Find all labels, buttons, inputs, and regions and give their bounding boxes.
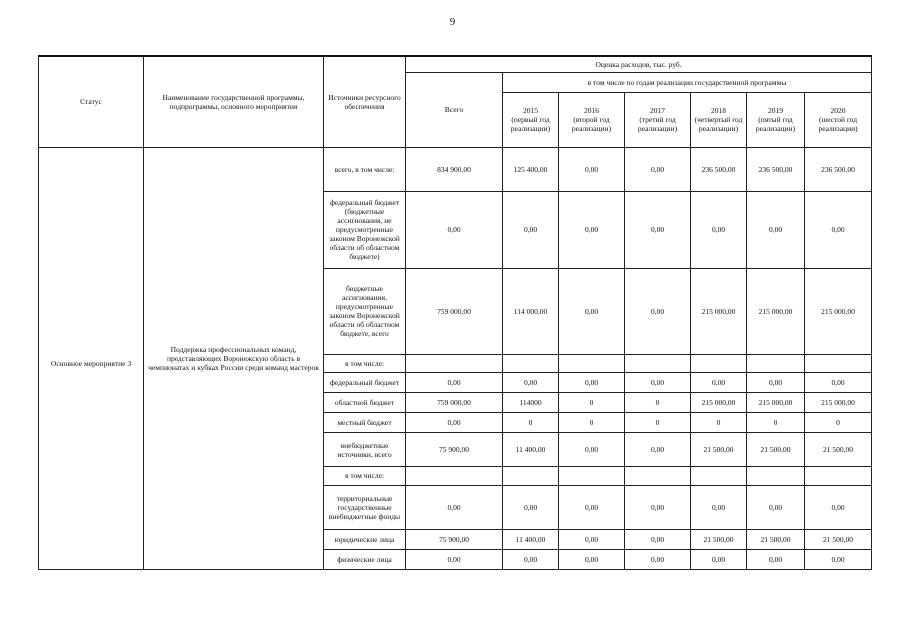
header-year-label: 2020 — [830, 106, 846, 116]
value-cell: 0,00 — [691, 372, 747, 392]
value-cell: 11 400,00 — [503, 433, 559, 467]
header-year-note: (третий год реализации) — [637, 115, 678, 134]
value-cell: 75 900,00 — [406, 529, 503, 549]
value-cell: 0,00 — [691, 549, 747, 569]
status-cell: Основное мероприятие 3 — [39, 147, 144, 569]
value-cell: 0,00 — [691, 485, 747, 529]
value-cell: 0 — [503, 413, 559, 433]
value-cell: 0,00 — [625, 529, 691, 549]
value-cell: 0,00 — [747, 549, 805, 569]
header-year-5 — [805, 92, 872, 147]
program-name-cell: Поддержка профессиональных команд, представляющих Воронежскую область в чемпионатах и кубках России среди команд мастеров — [144, 147, 324, 569]
header-status: Статус — [39, 56, 144, 147]
value-cell: 0,00 — [747, 485, 805, 529]
value-cell: 215 000,00 — [747, 393, 805, 413]
value-cell: 0,00 — [503, 549, 559, 569]
value-cell — [406, 354, 503, 372]
value-cell — [747, 354, 805, 372]
value-cell — [559, 467, 625, 485]
value-cell: 21 500,00 — [691, 433, 747, 467]
value-cell: 834 900,00 — [406, 147, 503, 191]
header-year-note: (шестой год реализации) — [818, 115, 858, 134]
value-cell: 0 — [559, 393, 625, 413]
value-cell: 0,00 — [503, 372, 559, 392]
value-cell: 0,00 — [625, 147, 691, 191]
header-year-label: 2016 — [584, 106, 599, 116]
value-cell: 0,00 — [406, 192, 503, 268]
header-total: Всего — [406, 72, 503, 147]
value-cell: 0,00 — [805, 485, 872, 529]
value-cell: 215 000,00 — [747, 268, 805, 354]
value-cell: 11 400,00 — [503, 529, 559, 549]
value-cell — [406, 467, 503, 485]
value-cell: 125 400,00 — [503, 147, 559, 191]
header-year-0 — [503, 92, 559, 147]
value-cell — [691, 467, 747, 485]
value-cell: 0,00 — [406, 372, 503, 392]
source-cell: в том числе: — [324, 354, 406, 372]
value-cell: 0,00 — [406, 485, 503, 529]
value-cell: 0,00 — [559, 268, 625, 354]
value-cell: 236 500,00 — [747, 147, 805, 191]
source-cell: территориальные государственные внебюджетные фонды — [324, 485, 406, 529]
value-cell: 215 000,00 — [691, 393, 747, 413]
value-cell: 0,00 — [559, 192, 625, 268]
table-row — [39, 147, 872, 191]
header-year-2 — [625, 92, 691, 147]
source-cell: бюджетные ассигнования, предусмотренные законом Воронежской области об областном бюджете, всего — [324, 268, 406, 354]
value-cell: 215 000,00 — [805, 393, 872, 413]
header-year-note: (четвертый год реализации) — [694, 115, 743, 134]
value-cell: 114 000,00 — [503, 268, 559, 354]
value-cell: 0,00 — [805, 549, 872, 569]
value-cell: 0,00 — [625, 433, 691, 467]
value-cell: 0,00 — [625, 372, 691, 392]
value-cell — [805, 467, 872, 485]
value-cell — [625, 467, 691, 485]
value-cell: 0,00 — [625, 268, 691, 354]
value-cell: 0,00 — [691, 192, 747, 268]
source-cell: всего, в том числе: — [324, 147, 406, 191]
header-year-3 — [691, 92, 747, 147]
value-cell — [747, 467, 805, 485]
value-cell: 0,00 — [747, 192, 805, 268]
header-year-note: (первый год реализации) — [510, 115, 551, 134]
source-cell: федеральный бюджет (бюджетные ассигнования, не предусмотренные законом Воронежской области об областном бюджете) — [324, 192, 406, 268]
value-cell: 0 — [691, 413, 747, 433]
value-cell: 236 500,00 — [805, 147, 872, 191]
value-cell: 0 — [805, 413, 872, 433]
value-cell: 0,00 — [747, 372, 805, 392]
value-cell: 21 500,00 — [691, 529, 747, 549]
value-cell — [503, 354, 559, 372]
value-cell — [559, 354, 625, 372]
budget-table — [38, 55, 872, 570]
value-cell: 0 — [559, 413, 625, 433]
value-cell: 0 — [747, 413, 805, 433]
header-year-label: 2019 — [768, 106, 783, 116]
source-cell: юридические лица — [324, 529, 406, 549]
source-cell: местный бюджет — [324, 413, 406, 433]
value-cell: 0,00 — [559, 372, 625, 392]
header-year-label: 2017 — [650, 106, 665, 116]
value-cell: 75 900,00 — [406, 433, 503, 467]
value-cell: 21 500,00 — [747, 433, 805, 467]
value-cell: 0 — [625, 393, 691, 413]
value-cell: 0,00 — [559, 485, 625, 529]
value-cell: 21 500,00 — [747, 529, 805, 549]
header-year-note: (пятый год реализации) — [755, 115, 796, 134]
value-cell — [691, 354, 747, 372]
value-cell: 0,00 — [406, 549, 503, 569]
value-cell — [625, 354, 691, 372]
header-by-years: в том числе по годам реализации государственной программы — [503, 72, 872, 92]
value-cell: 0,00 — [625, 485, 691, 529]
value-cell — [503, 467, 559, 485]
header-program-name: Наименование государственной программы, подпрограммы, основного мероприятия — [144, 56, 324, 147]
header-sources: Источники ресурсного обеспечения — [324, 56, 406, 147]
header-year-label: 2018 — [711, 106, 726, 116]
value-cell — [805, 354, 872, 372]
page-number: 9 — [449, 16, 456, 28]
source-cell: в том числе: — [324, 467, 406, 485]
value-cell: 114000 — [503, 393, 559, 413]
value-cell: 0,00 — [559, 433, 625, 467]
header-year-4 — [747, 92, 805, 147]
source-cell: внебюджетные источники, всего — [324, 433, 406, 467]
header-year-note: (второй год реализации) — [571, 115, 612, 134]
value-cell: 215 000,00 — [691, 268, 747, 354]
source-cell: федеральный бюджет — [324, 372, 406, 392]
header-row-1 — [39, 56, 872, 72]
value-cell: 0,00 — [805, 192, 872, 268]
source-cell: областной бюджет — [324, 393, 406, 413]
value-cell: 0,00 — [559, 549, 625, 569]
header-year-label: 2015 — [523, 106, 538, 116]
value-cell: 215 000,00 — [805, 268, 872, 354]
value-cell: 0,00 — [503, 485, 559, 529]
header-year-1 — [559, 92, 625, 147]
value-cell: 0,00 — [503, 192, 559, 268]
value-cell: 21 500,00 — [805, 433, 872, 467]
value-cell: 0,00 — [805, 372, 872, 392]
value-cell: 0,00 — [559, 529, 625, 549]
value-cell: 0,00 — [625, 192, 691, 268]
value-cell: 759 000,00 — [406, 268, 503, 354]
source-cell: физические лица — [324, 549, 406, 569]
header-estimate: Оценка расходов, тыс. руб. — [406, 56, 872, 72]
value-cell: 236 500,00 — [691, 147, 747, 191]
value-cell: 0,00 — [406, 413, 503, 433]
value-cell: 0 — [625, 413, 691, 433]
value-cell: 0,00 — [625, 549, 691, 569]
value-cell: 21 500,00 — [805, 529, 872, 549]
value-cell: 759 000,00 — [406, 393, 503, 413]
value-cell: 0,00 — [559, 147, 625, 191]
